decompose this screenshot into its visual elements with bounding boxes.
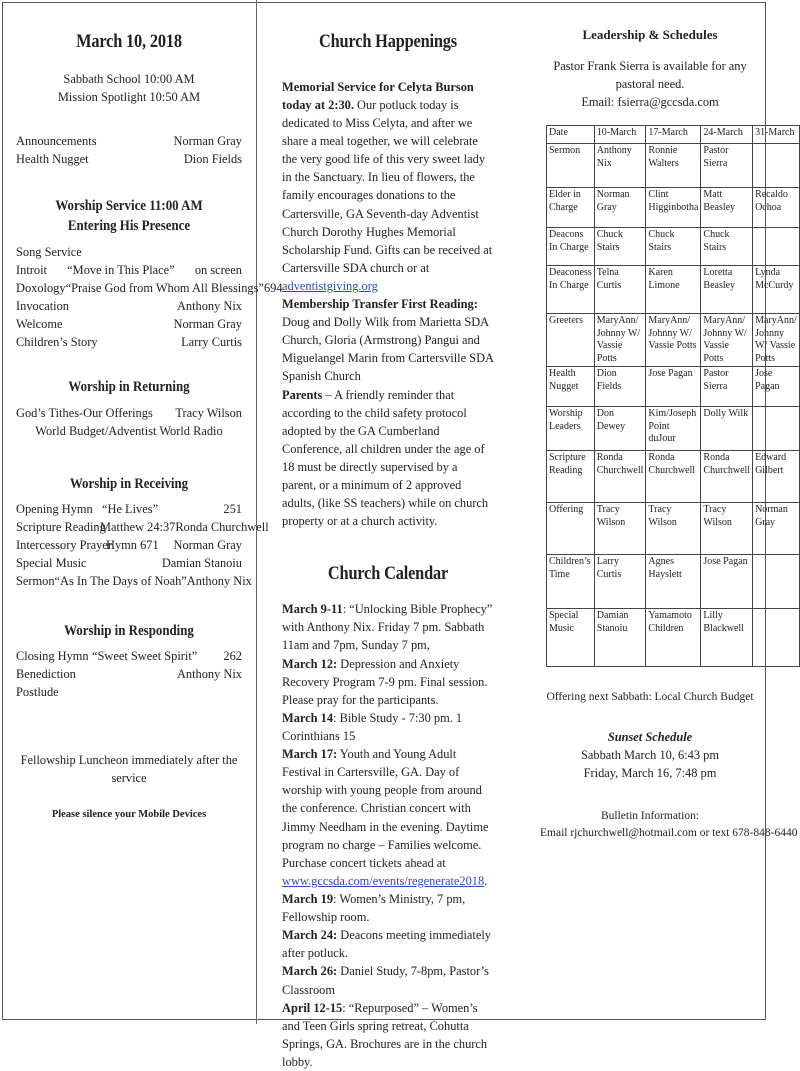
- table-cell: Karen Limone: [646, 266, 701, 314]
- intro-label: Announcements: [16, 133, 97, 148]
- table-cell: MaryAnn/ Johnny W/ Vassie Potts: [646, 314, 701, 367]
- table-cell: Matt Beasley: [701, 188, 753, 228]
- item-person: Tracy Wilson: [175, 405, 242, 420]
- table-row: [547, 503, 800, 555]
- table-cell: Norman Gray: [594, 188, 646, 228]
- table-cell: Ronda Churchwell: [701, 451, 753, 503]
- table-cell: Ronnie Walters: [646, 144, 701, 188]
- table-cell: Chuck Stairs: [594, 228, 646, 266]
- table-cell: MaryAnn/ Johnny W/ Vassie Potts: [753, 314, 800, 367]
- table-row: [547, 407, 800, 451]
- table-row: [547, 144, 800, 188]
- item-label: Intercessory Prayer: [16, 538, 112, 553]
- service-row: [16, 518, 269, 536]
- table-cell: Lynda McCurdy: [753, 266, 800, 314]
- item-label: God’s Tithes-Our Offerings: [16, 405, 153, 420]
- responding-heading: Worship in Responding: [64, 622, 194, 639]
- intro-row: [16, 150, 242, 168]
- intro-person: Dion Fields: [183, 152, 242, 167]
- parents-heading: Parents: [282, 387, 323, 402]
- service-row: [16, 279, 283, 297]
- item-person: 262: [223, 648, 242, 663]
- calendar-text: : “Repurposed” – Women’s and Teen Girls spring retreat, Cohutta Springs, GA. Brochures are in the church lobby.: [282, 1000, 488, 1069]
- calendar-entry: [282, 745, 494, 890]
- item-label: Doxology: [16, 280, 66, 295]
- table-cell: MaryAnn/ Johnny W/ Vassie Potts: [701, 314, 753, 367]
- table-cell: Tracy Wilson: [594, 503, 646, 555]
- service-row: [16, 315, 242, 333]
- table-row-label: Deacons In Charge: [547, 228, 595, 266]
- item-label: Welcome: [16, 317, 63, 332]
- table-cell: Pastor Sierra: [701, 144, 753, 188]
- memorial-paragraph: [282, 78, 494, 295]
- item-title: “Sweet Sweet Spirit”: [92, 648, 198, 663]
- schedule-line: Sabbath School 10:00 AM: [63, 71, 195, 86]
- worship-service-heading: Worship Service 11:00 AM: [55, 198, 203, 215]
- item-label: Special Music: [16, 556, 87, 571]
- calendar-text: : Bible Study - 7:30 pm. 1 Corinthians 15: [282, 710, 463, 743]
- table-row-label: Elder in Charge: [547, 188, 595, 228]
- pastor-email: Email: fsierra@gccsda.com: [581, 95, 719, 110]
- item-title: Matthew 24:37: [100, 520, 176, 535]
- table-cell: Norman Gray: [753, 503, 800, 555]
- happenings-title: Church Happenings: [318, 31, 457, 52]
- offering-next: Offering next Sabbath: Local Church Budget: [546, 691, 754, 704]
- table-cell: Dolly Wilk: [701, 407, 753, 451]
- table-row-label: Special Music: [547, 609, 595, 667]
- giving-link[interactable]: adventistgiving.org: [282, 278, 378, 293]
- sunset-title: Sunset Schedule: [607, 730, 693, 745]
- calendar-text: .: [484, 873, 488, 888]
- calendar-entry: [282, 709, 494, 745]
- table-row: [547, 228, 800, 266]
- calendar-entry: [282, 655, 494, 709]
- service-row: [16, 572, 252, 590]
- item-label: Closing Hymn: [16, 648, 89, 663]
- entering-heading: Entering His Presence: [67, 218, 191, 235]
- item-label: Scripture Reading: [16, 520, 106, 535]
- calendar-entry: [282, 890, 494, 926]
- item-title: “Move in This Place”: [67, 262, 175, 277]
- service-row: [16, 333, 242, 351]
- table-cell: Telna Curtis: [594, 266, 646, 314]
- table-cell: Ronda Churchwell: [646, 451, 701, 503]
- item-label: Introit: [16, 262, 47, 277]
- calendar-entry: [282, 926, 494, 962]
- service-row: [16, 261, 242, 279]
- item-person: Anthony Nix: [186, 574, 252, 589]
- table-cell: Loretta Beasley: [701, 266, 753, 314]
- calendar-entry: [282, 999, 494, 1071]
- leadership-column: [540, 0, 798, 842]
- table-cell: Don Dewey: [594, 407, 646, 451]
- song-service: Song Service: [16, 244, 82, 259]
- table-row: [547, 451, 800, 503]
- table-cell: 17-March: [646, 126, 701, 144]
- calendar-text: : Women’s Ministry, 7 pm, Fellowship room.: [282, 891, 466, 925]
- table-cell: Edward Gilbert: [753, 451, 800, 503]
- calendar-entry: [282, 600, 494, 654]
- table-row-label: Health Nugget: [547, 367, 595, 407]
- calendar-entry: [282, 962, 494, 998]
- service-row: [16, 554, 242, 572]
- calendar-text: Depression and Anxiety Recovery Program 7-9 pm. Final session. Please pray for the participants.: [282, 656, 488, 707]
- item-title: Hymn 671: [106, 538, 159, 553]
- table-row-label: Scripture Reading: [547, 451, 595, 503]
- table-cell: Anthony Nix: [594, 144, 646, 188]
- calendar-text: : “Unlocking Bible Prophecy” with Anthony Nix. Friday 7 pm. Sabbath 11am and 7pm, Sunday 7 pm,: [282, 602, 493, 653]
- table-row-label: Deaconess In Charge: [547, 266, 595, 314]
- table-cell: Larry Curtis: [594, 555, 646, 609]
- sunset-line: Sabbath March 10, 6:43 pm: [581, 748, 719, 763]
- table-row: [547, 266, 800, 314]
- calendar-list: [282, 600, 494, 1071]
- calendar-date: March 26:: [282, 964, 338, 979]
- regenerate-link[interactable]: www.gccsda.com/events/regenerate2018: [282, 873, 485, 888]
- item-person: Larry Curtis: [181, 335, 242, 350]
- table-cell: 10-March: [594, 126, 646, 144]
- table-cell: Chuck Stairs: [646, 228, 701, 266]
- returning-sub: World Budget/Adventist World Radio: [35, 423, 223, 438]
- table-cell: [753, 228, 800, 266]
- receiving-heading: Worship in Receiving: [69, 475, 189, 492]
- service-row: [16, 404, 242, 422]
- item-person: Ronda Churchwell: [175, 520, 269, 535]
- table-cell: Damian Stanoiu: [594, 609, 646, 667]
- bulletin-info: Bulletin Information:: [600, 810, 700, 823]
- table-row: [547, 555, 800, 609]
- memorial-heading: Memorial Service for Celyta Burson today at 2:30.: [282, 79, 474, 112]
- schedule-table-body: [547, 126, 800, 667]
- column-divider: [256, 0, 257, 1024]
- table-cell: Jose Pagan: [701, 555, 753, 609]
- table-cell: Tracy Wilson: [701, 503, 753, 555]
- service-row: [16, 683, 242, 701]
- returning-heading: Worship in Returning: [68, 379, 190, 396]
- item-label: Opening Hymn: [16, 502, 93, 517]
- table-row-label: Sermon: [547, 144, 595, 188]
- table-cell: Kim/Joseph Point duJour: [646, 407, 701, 451]
- table-cell: [753, 144, 800, 188]
- parents-text: – A friendly reminder that according to the child safety protocol adopted by the GA Cumberland Conference, all children under the age of 18 must be directly supervised by a parent, or a minimum of 2 approved adults, (like SS teachers) while on church property or at a church activity.: [282, 387, 489, 529]
- item-person: Norman Gray: [173, 538, 242, 553]
- calendar-date: March 14: [282, 710, 334, 725]
- calendar-date: March 19: [282, 891, 334, 906]
- item-person: 694: [263, 280, 283, 295]
- table-row: [547, 367, 800, 407]
- item-person: 251: [223, 502, 242, 517]
- calendar-date: April 12-15: [282, 1000, 343, 1015]
- table-row-label: Worship Leaders: [547, 407, 595, 451]
- parents-paragraph: [282, 386, 494, 531]
- table-cell: Lilly Blackwell: [701, 609, 753, 667]
- table-cell: 24-March: [701, 126, 753, 144]
- memorial-text: Our potluck today is dedicated to Miss Celyta, and after we share a meal together, we will celebrate the very good life of this very sweet lady in the Sanctuary. In lieu of flowers, the family encourages donations to the Cartersville, GA Seventh-day Adventist Church Dorothy Hughes Memorial Scholarship Fund. Gifts can be received at Cartersville SDA church or at: [282, 97, 493, 275]
- intro-label: Health Nugget: [16, 152, 89, 167]
- service-row: [16, 647, 242, 665]
- intro-person: Norman Gray: [173, 133, 242, 148]
- item-label: Postlude: [16, 685, 59, 700]
- table-cell: 31-March: [753, 126, 800, 144]
- fellowship-note: Fellowship Luncheon immediately after the service: [20, 753, 238, 786]
- calendar-date: March 9-11: [282, 602, 343, 617]
- schedule-table: [546, 125, 800, 667]
- table-cell: Ronda Churchwell: [594, 451, 646, 503]
- table-row-label: Children’s Time: [547, 555, 595, 609]
- intro-row: [16, 132, 242, 150]
- table-cell: Agnes Hayslett: [646, 555, 701, 609]
- table-row-label: Greeters: [547, 314, 595, 367]
- bulletin-contact: Email rjchurchwell@hotmail.com or text 678-848-6440: [540, 827, 798, 840]
- table-cell: Recaldo Ochoa: [753, 188, 800, 228]
- table-cell: Jose Pagan: [753, 367, 800, 407]
- pastor-line: Pastor Frank Sierra is available for any pastoral need.: [553, 58, 747, 92]
- calendar-title: Church Calendar: [327, 563, 449, 585]
- table-cell: [753, 555, 800, 609]
- table-cell: Yamamoto Children: [646, 609, 701, 667]
- table-header-row: [547, 126, 800, 144]
- table-cell: Jose Pagan: [646, 367, 701, 407]
- item-person: Anthony Nix: [176, 666, 242, 681]
- item-title: “As In The Days of Noah”: [54, 574, 187, 589]
- calendar-date: March 24:: [282, 928, 338, 943]
- table-row-label: Date: [547, 126, 595, 144]
- item-person: on screen: [194, 262, 242, 277]
- leadership-title: Leadership & Schedules: [582, 27, 718, 42]
- calendar-date: March 17:: [282, 747, 338, 762]
- calendar-text: Deacons meeting immediately after potluck.: [282, 928, 491, 961]
- order-of-service-column: [16, 0, 283, 823]
- calendar-date: March 12:: [282, 656, 338, 671]
- item-person: Norman Gray: [173, 317, 242, 332]
- service-row: [16, 536, 242, 554]
- item-title: “Praise God from Whom All Blessings”: [65, 280, 264, 295]
- schedule-line: Mission Spotlight 10:50 AM: [57, 89, 201, 104]
- table-row: [547, 609, 800, 667]
- transfer-text: Doug and Dolly Wilk from Marietta SDA Church, Gloria (Armstrong) Pangui and Miguelangel Marin from Cartersville SDA Spanish Church: [282, 315, 494, 384]
- table-cell: [753, 407, 800, 451]
- item-label: Sermon: [16, 574, 55, 589]
- table-cell: MaryAnn/ Johnny W/ Vassie Potts: [594, 314, 646, 367]
- item-person: Anthony Nix: [176, 299, 242, 313]
- sunset-line: Friday, March 16, 7:48 pm: [583, 766, 717, 781]
- table-cell: Tracy Wilson: [646, 503, 701, 555]
- transfer-heading: Membership Transfer First Reading:: [282, 297, 478, 312]
- item-label: Invocation: [16, 299, 69, 313]
- table-row: [547, 314, 800, 367]
- service-row: [16, 665, 242, 683]
- silence-note: Please silence your Mobile Devices: [51, 809, 207, 821]
- service-row: [16, 500, 242, 518]
- table-cell: Pastor Sierra: [701, 367, 753, 407]
- item-person: Damian Stanoiu: [161, 556, 242, 571]
- service-row: [16, 297, 242, 315]
- item-label: Benediction: [16, 666, 76, 681]
- table-cell: Clint Higginbotha: [646, 188, 701, 228]
- calendar-text: Youth and Young Adult Festival in Cartersville, GA. Day of worship with young people from around the conference. Christian concert with Jimmy Needham in the evening. Daytime program no charge – Families welcome. Purchase concert tickets ahead at: [282, 747, 489, 870]
- item-title: “He Lives”: [102, 502, 159, 517]
- table-row: [547, 188, 800, 228]
- table-cell: Dion Fields: [594, 367, 646, 407]
- church-happenings-column: [282, 0, 494, 1071]
- item-label: Children’s Story: [16, 335, 98, 350]
- bulletin-date: March 10, 2018: [76, 31, 182, 52]
- calendar-text: Daniel Study, 7-8pm, Pastor’s Classroom: [282, 964, 489, 997]
- table-cell: [753, 609, 800, 667]
- table-row-label: Offering: [547, 503, 595, 555]
- table-cell: Chuck Stairs: [701, 228, 753, 266]
